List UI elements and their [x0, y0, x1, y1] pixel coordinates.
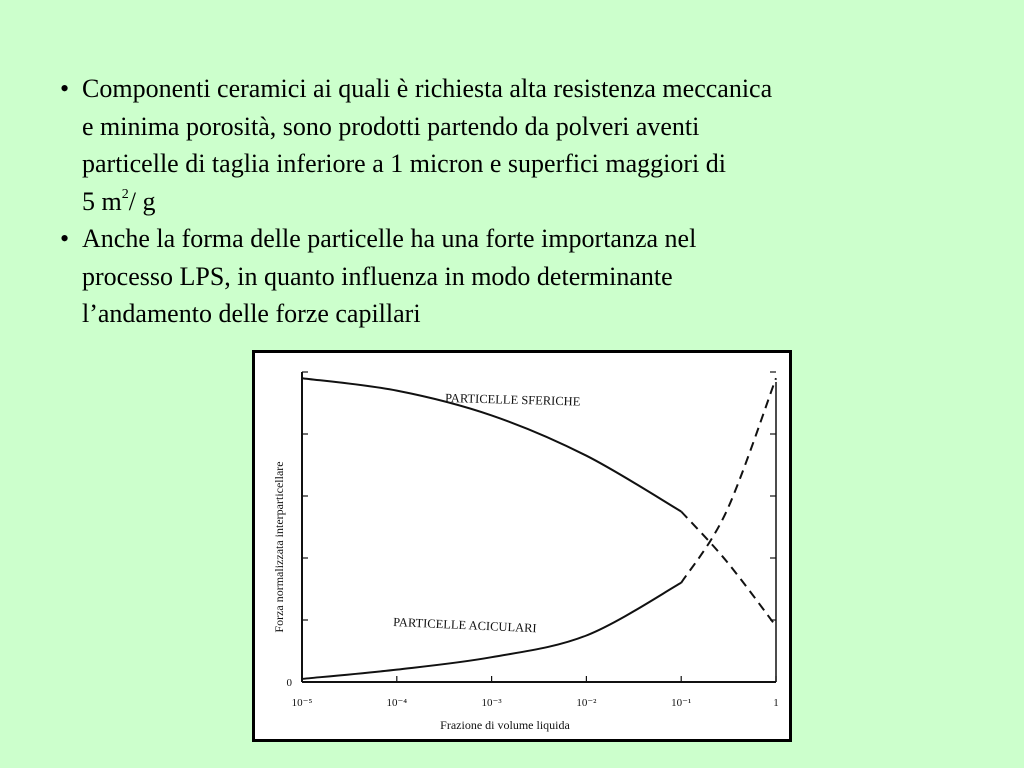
x-tick-label: 10⁻⁵ — [291, 697, 313, 709]
x-tick-label: 1 — [773, 697, 779, 709]
bullet-text-line: Componenti ceramici ai quali è richiesta alta resistenza meccanica — [82, 74, 773, 103]
y-axis-label: Forza normalizzata interparticellare — [272, 461, 286, 633]
x-tick-label: 10⁻² — [576, 697, 597, 709]
series-dashed-spherical — [681, 512, 776, 627]
unit-suffix: / g — [128, 186, 156, 216]
x-axis-label: Frazione di volume liquida — [440, 718, 570, 732]
bullet-marker: • — [60, 74, 70, 103]
bullet-text-line: processo LPS, in quanto influenza in modo determinante — [82, 261, 673, 291]
x-tick-label: 10⁻³ — [481, 697, 502, 709]
capillary-force-chart — [255, 353, 789, 739]
bullet-list — [60, 70, 1000, 333]
chart-figure — [252, 350, 792, 742]
bullet-marker: • — [60, 224, 70, 253]
curve-label-spherical: PARTICELLE SFERICHE — [444, 391, 581, 409]
y-tick-label: 0 — [286, 677, 292, 689]
bullet-text-line: Anche la forma delle particelle ha una forte importanza nel — [82, 224, 697, 253]
bullet-text-line: particelle di taglia inferiore a 1 micron e superfici maggiori di — [82, 149, 726, 178]
bullet-particle-shape — [60, 220, 1000, 333]
unit-exponent: 2 — [121, 186, 129, 202]
x-tick-label: 10⁻¹ — [671, 697, 692, 709]
unit-prefix: 5 m — [82, 186, 122, 216]
curve-label-acicular: PARTICELLE ACICULARI — [392, 615, 537, 636]
x-tick-label: 10⁻⁴ — [386, 697, 408, 709]
surface-area-value — [82, 183, 1000, 221]
series-dashed-acicular — [681, 378, 776, 583]
bullet-text-line: l’andamento delle forze capillari — [82, 299, 421, 328]
bullet-text-line: e minima porosità, sono prodotti partendo da polveri aventi — [82, 111, 700, 141]
bullet-ceramic-components — [60, 70, 1000, 220]
